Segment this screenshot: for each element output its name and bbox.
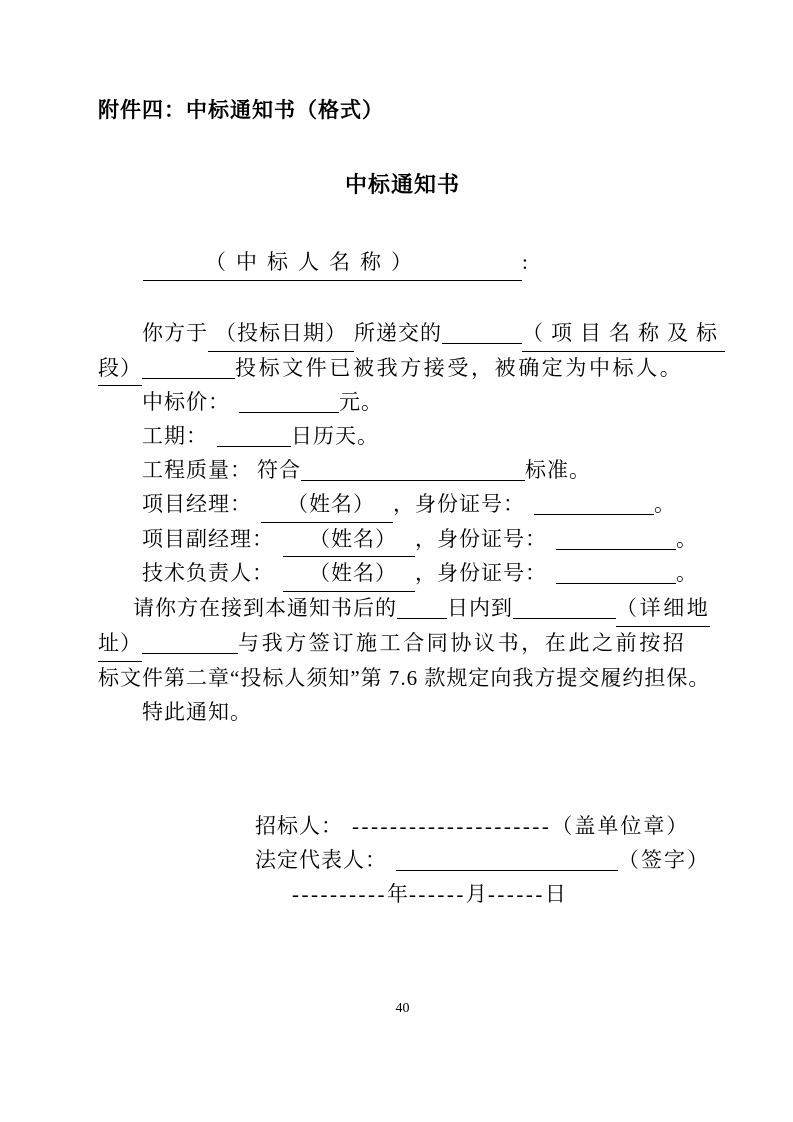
award-price-label: 中标价： bbox=[142, 390, 230, 415]
sign-label: （签字） bbox=[618, 848, 710, 873]
blank-underline bbox=[283, 578, 309, 580]
tenderer-label: 招标人： bbox=[255, 814, 343, 839]
signing-after-address-text: 与我方签订施工合同协议书，在此之前按招 bbox=[238, 630, 687, 655]
submission-line-1 bbox=[98, 317, 725, 352]
month-dashed-line: ------ bbox=[408, 882, 466, 907]
blank-underline bbox=[556, 565, 676, 584]
signing-line-3 bbox=[98, 662, 711, 696]
name-placeholder-label: （姓名） bbox=[287, 491, 375, 516]
blank-underline bbox=[217, 428, 291, 447]
project-manager-line bbox=[98, 488, 707, 523]
acceptance-text: 投标文件已被我方接受，被确定为中标人。 bbox=[235, 355, 684, 380]
quality-prefix: 符合 bbox=[257, 457, 301, 482]
id-number-label: ，身份证号： bbox=[393, 491, 525, 516]
day-dashed-line: ------ bbox=[487, 882, 545, 907]
deputy-manager-name-field bbox=[283, 523, 415, 558]
blank-underline bbox=[556, 531, 676, 550]
duration-line bbox=[98, 420, 707, 454]
winner-name-label: （中标人名称） bbox=[205, 250, 422, 274]
address-label-part1: （详细地 bbox=[616, 592, 710, 627]
blank-underline bbox=[422, 267, 522, 269]
signing-days-suffix: 日内到 bbox=[447, 596, 513, 621]
id-number-label: ，身份证号： bbox=[415, 526, 547, 551]
submission-lead-text: 你方于 bbox=[142, 320, 208, 345]
blank-underline bbox=[397, 600, 447, 619]
tenderer-dashed-line: --------------------- bbox=[352, 814, 552, 839]
tenderer-line bbox=[255, 809, 707, 843]
tech-lead-name-field bbox=[283, 557, 415, 592]
closing-line bbox=[98, 696, 707, 730]
project-manager-name-field bbox=[261, 488, 393, 523]
award-price-line bbox=[98, 386, 707, 420]
year-dashed-line: ---------- bbox=[292, 882, 387, 907]
duration-unit: 日历天。 bbox=[291, 424, 379, 449]
signing-lead-text: 请你方在接到本通知书后的 bbox=[133, 596, 397, 621]
award-price-unit: 元。 bbox=[339, 390, 383, 415]
signature-block bbox=[98, 809, 710, 911]
blank-underline bbox=[397, 544, 415, 546]
blank-underline bbox=[301, 462, 525, 481]
period-mark: 。 bbox=[654, 491, 676, 516]
duration-label: 工期： bbox=[142, 424, 208, 449]
name-placeholder-label: （姓名） bbox=[309, 526, 397, 551]
blank-underline bbox=[143, 267, 205, 269]
submission-line-2 bbox=[98, 352, 707, 387]
blank-underline bbox=[239, 394, 339, 413]
bid-date-label: （投标日期） bbox=[215, 320, 347, 345]
period-mark: 。 bbox=[676, 561, 698, 586]
quality-line bbox=[98, 454, 707, 488]
id-number-label: ，身份证号： bbox=[415, 561, 547, 586]
winner-name-field bbox=[143, 246, 522, 281]
page-number: 40 bbox=[395, 1001, 410, 1017]
day-label: 日 bbox=[544, 882, 567, 907]
blank-underline bbox=[375, 509, 393, 511]
salutation-line bbox=[98, 246, 707, 281]
project-name-label-part2: 段） bbox=[98, 352, 142, 387]
blank-underline bbox=[283, 544, 309, 546]
blank-underline bbox=[142, 360, 235, 379]
blank-underline bbox=[208, 338, 215, 340]
date-line bbox=[292, 877, 707, 911]
guarantee-clause-text: 标文件第二章“投标人须知”第 7.6 款规定向我方提交履约担保。 bbox=[98, 665, 711, 690]
closing-text: 特此通知。 bbox=[142, 699, 252, 724]
attachment-heading: 附件四：中标通知书（格式） bbox=[98, 99, 384, 122]
legal-rep-line bbox=[255, 843, 710, 877]
quality-label: 工程质量： bbox=[142, 457, 252, 482]
blank-underline bbox=[396, 852, 618, 871]
year-label: 年 bbox=[386, 882, 409, 907]
address-label-part2: 址） bbox=[98, 627, 142, 662]
submission-mid-text: 所递交的 bbox=[354, 320, 442, 345]
signing-line-1 bbox=[98, 592, 711, 627]
bid-date-field bbox=[208, 317, 354, 352]
project-manager-label: 项目经理： bbox=[142, 491, 252, 516]
name-placeholder-label: （姓名） bbox=[309, 561, 397, 586]
seal-label: （盖单位章） bbox=[551, 814, 690, 839]
blank-underline bbox=[534, 496, 654, 515]
blank-underline bbox=[347, 338, 354, 340]
deputy-manager-line bbox=[98, 523, 707, 558]
blank-underline bbox=[513, 600, 616, 619]
blank-underline bbox=[261, 509, 287, 511]
legal-rep-label: 法定代表人： bbox=[255, 848, 387, 873]
deputy-manager-label: 项目副经理： bbox=[142, 526, 274, 551]
blank-underline bbox=[442, 325, 522, 344]
tech-lead-line bbox=[98, 557, 707, 592]
month-label: 月 bbox=[465, 882, 488, 907]
signing-line-2 bbox=[98, 627, 707, 662]
blank-underline bbox=[397, 578, 415, 580]
period-mark: 。 bbox=[676, 526, 698, 551]
blank-underline bbox=[142, 635, 238, 654]
tech-lead-label: 技术负责人： bbox=[142, 561, 274, 586]
project-name-label-part1: （项目名称及标 bbox=[522, 317, 725, 352]
document-title: 中标通知书 bbox=[344, 172, 460, 197]
quality-suffix: 标准。 bbox=[525, 457, 591, 482]
salutation-colon: : bbox=[522, 250, 529, 274]
